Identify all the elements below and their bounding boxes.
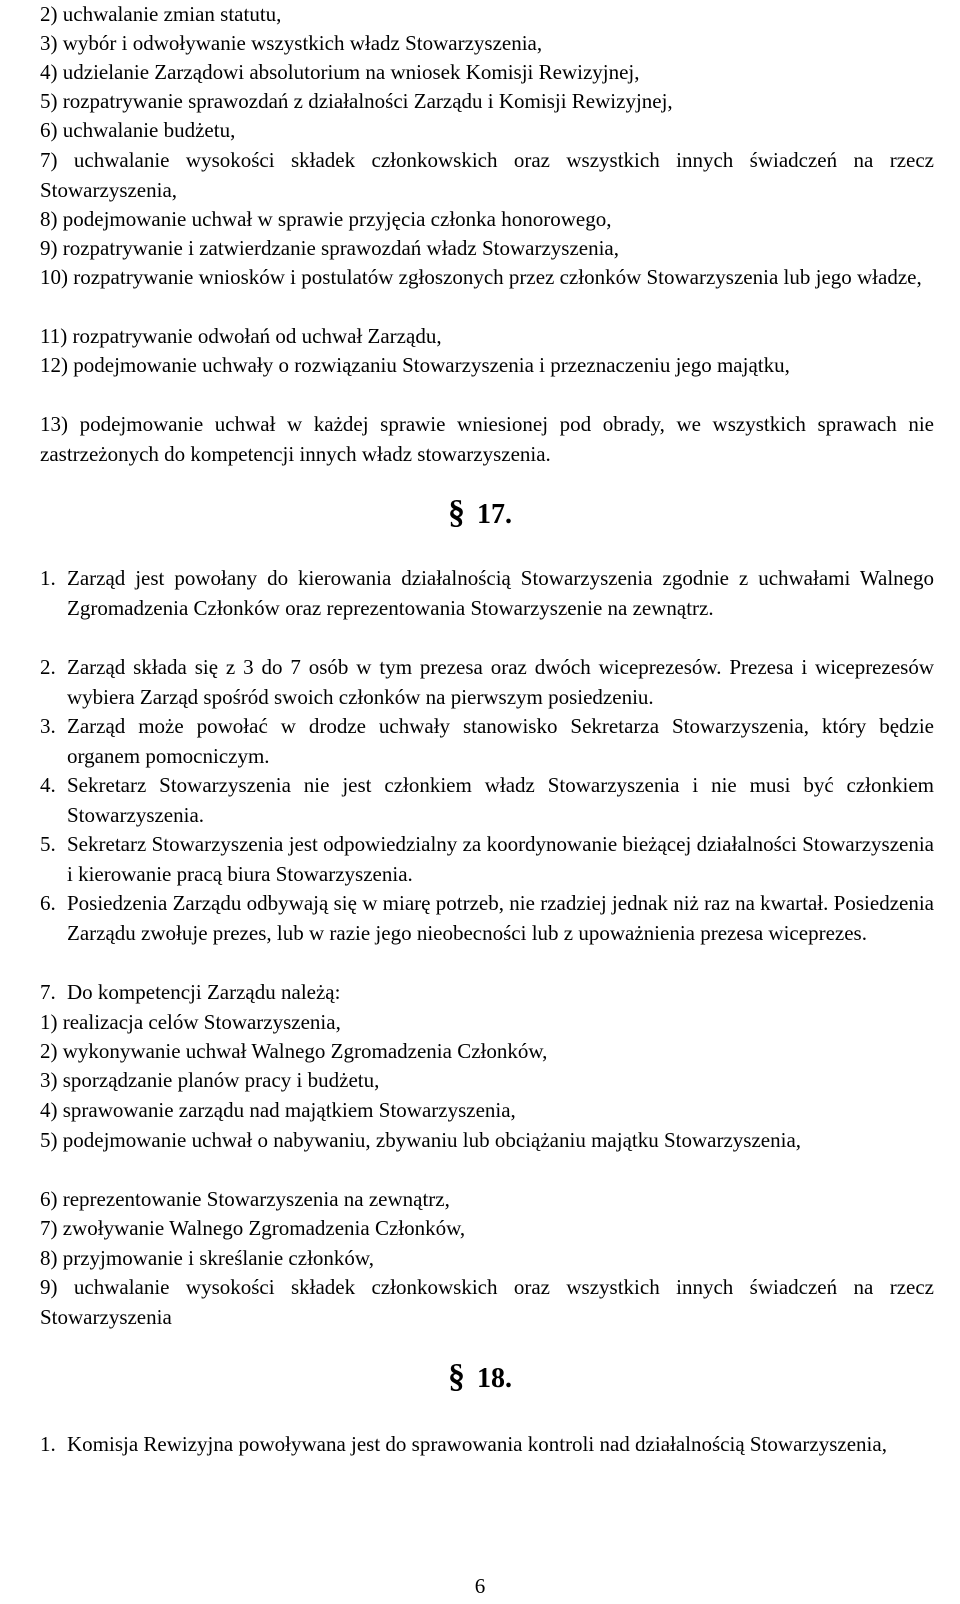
item-text: Do kompetencji Zarządu należą:	[67, 980, 341, 1004]
item-text: Sekretarz Stowarzyszenia jest odpowiedzialny za koordynowanie bieżącej działalności Stowarzyszenia i kierowanie pracą biura Stowarzyszenia.	[67, 832, 934, 886]
list-item: 3) sporządzanie planów pracy i budżetu,	[40, 1068, 380, 1092]
item-number: 5.	[40, 832, 56, 856]
list-item: 9) uchwalanie wysokości składek członkowskich oraz wszystkich innych świadczeń na rzecz Stowarzyszenia	[40, 1275, 934, 1329]
list-item: 6) reprezentowanie Stowarzyszenia na zewnątrz,	[40, 1187, 450, 1211]
section-number: 18.	[477, 1363, 512, 1394]
section-item	[40, 564, 934, 623]
list-item: 2) wykonywanie uchwał Walnego Zgromadzenia Członków,	[40, 1039, 548, 1063]
list-item: 12) podejmowanie uchwały o rozwiązaniu Stowarzyszenia i przeznaczeniu jego majątku,	[40, 353, 790, 377]
list-item: 8) przyjmowanie i skreślanie członków,	[40, 1246, 374, 1270]
list-item: 7) uchwalanie wysokości składek członkowskich oraz wszystkich innych świadczeń na rzecz Stowarzyszenia,	[40, 148, 934, 202]
section-item	[40, 712, 934, 771]
page-number: 6	[474, 1574, 486, 1598]
item-number: 3.	[40, 714, 56, 738]
section-item	[40, 889, 934, 948]
list-item: 8) podejmowanie uchwał w sprawie przyjęcia członka honorowego,	[40, 207, 612, 231]
list-item: 11) rozpatrywanie odwołań od uchwał Zarządu,	[40, 324, 442, 348]
item-number: 6.	[40, 891, 56, 915]
item-text: Sekretarz Stowarzyszenia nie jest członkiem władz Stowarzyszenia i nie musi być członkiem Stowarzyszenia.	[67, 773, 934, 827]
section-item	[40, 1430, 934, 1460]
section-item	[40, 830, 934, 889]
item-text: Zarząd składa się z 3 do 7 osób w tym prezesa oraz dwóch wiceprezesów. Prezesa i wiceprezesów wybiera Zarząd spośród swoich członków na pierwszym posiedzeniu.	[67, 655, 934, 709]
list-item: 7) zwoływanie Walnego Zgromadzenia Członków,	[40, 1216, 466, 1240]
item-number: 7.	[40, 980, 56, 1004]
list-item: 2) uchwalanie zmian statutu,	[40, 2, 282, 26]
section-heading-17	[0, 496, 960, 532]
item-text: Posiedzenia Zarządu odbywają się w miarę potrzeb, nie rzadziej jednak niż raz na kwartał. Posiedzenia Zarządu zwołuje prezes, lub w razie jego nieobecności lub z upoważnienia prezesa wiceprezes.	[67, 891, 934, 945]
section-number: 17.	[477, 499, 512, 530]
item-text: Komisja Rewizyjna powoływana jest do sprawowania kontroli nad działalnością Stowarzyszenia,	[67, 1432, 887, 1456]
item-number: 1.	[40, 1432, 56, 1456]
list-item: 1) realizacja celów Stowarzyszenia,	[40, 1010, 341, 1034]
list-item: 6) uchwalanie budżetu,	[40, 118, 236, 142]
list-item: 5) rozpatrywanie sprawozdań z działalności Zarządu i Komisji Rewizyjnej,	[40, 89, 673, 113]
list-item: 4) udzielanie Zarządowi absolutorium na wniosek Komisji Rewizyjnej,	[40, 60, 640, 84]
item-number: 4.	[40, 773, 56, 797]
section-symbol: §	[448, 494, 465, 531]
section-item	[40, 771, 934, 830]
list-item: 5) podejmowanie uchwał o nabywaniu, zbywaniu lub obciążaniu majątku Stowarzyszenia,	[40, 1128, 802, 1152]
section-symbol: §	[448, 1358, 465, 1395]
item-text: Zarząd jest powołany do kierowania działalnością Stowarzyszenia zgodnie z uchwałami Walnego Zgromadzenia Członków oraz reprezentowania Stowarzyszenie na zewnątrz.	[67, 566, 934, 620]
list-item: 3) wybór i odwoływanie wszystkich władz Stowarzyszenia,	[40, 31, 543, 55]
list-item: 9) rozpatrywanie i zatwierdzanie sprawozdań władz Stowarzyszenia,	[40, 236, 619, 260]
section-heading-18	[0, 1360, 960, 1396]
list-item: 10) rozpatrywanie wniosków i postulatów zgłoszonych przez członków Stowarzyszenia lub jego władze,	[40, 265, 922, 289]
item-number: 1.	[40, 566, 56, 590]
item-number: 2.	[40, 655, 56, 679]
list-item: 13) podejmowanie uchwał w każdej sprawie wniesionej pod obrady, we wszystkich sprawach nie zastrzeżonych do kompetencji innych władz stowarzyszenia.	[40, 412, 934, 466]
list-item: 4) sprawowanie zarządu nad majątkiem Stowarzyszenia,	[40, 1098, 516, 1122]
section-item	[40, 653, 934, 712]
item-text: Zarząd może powołać w drodze uchwały stanowisko Sekretarza Stowarzyszenia, który będzie organem pomocniczym.	[67, 714, 934, 768]
section-item	[40, 978, 934, 1008]
